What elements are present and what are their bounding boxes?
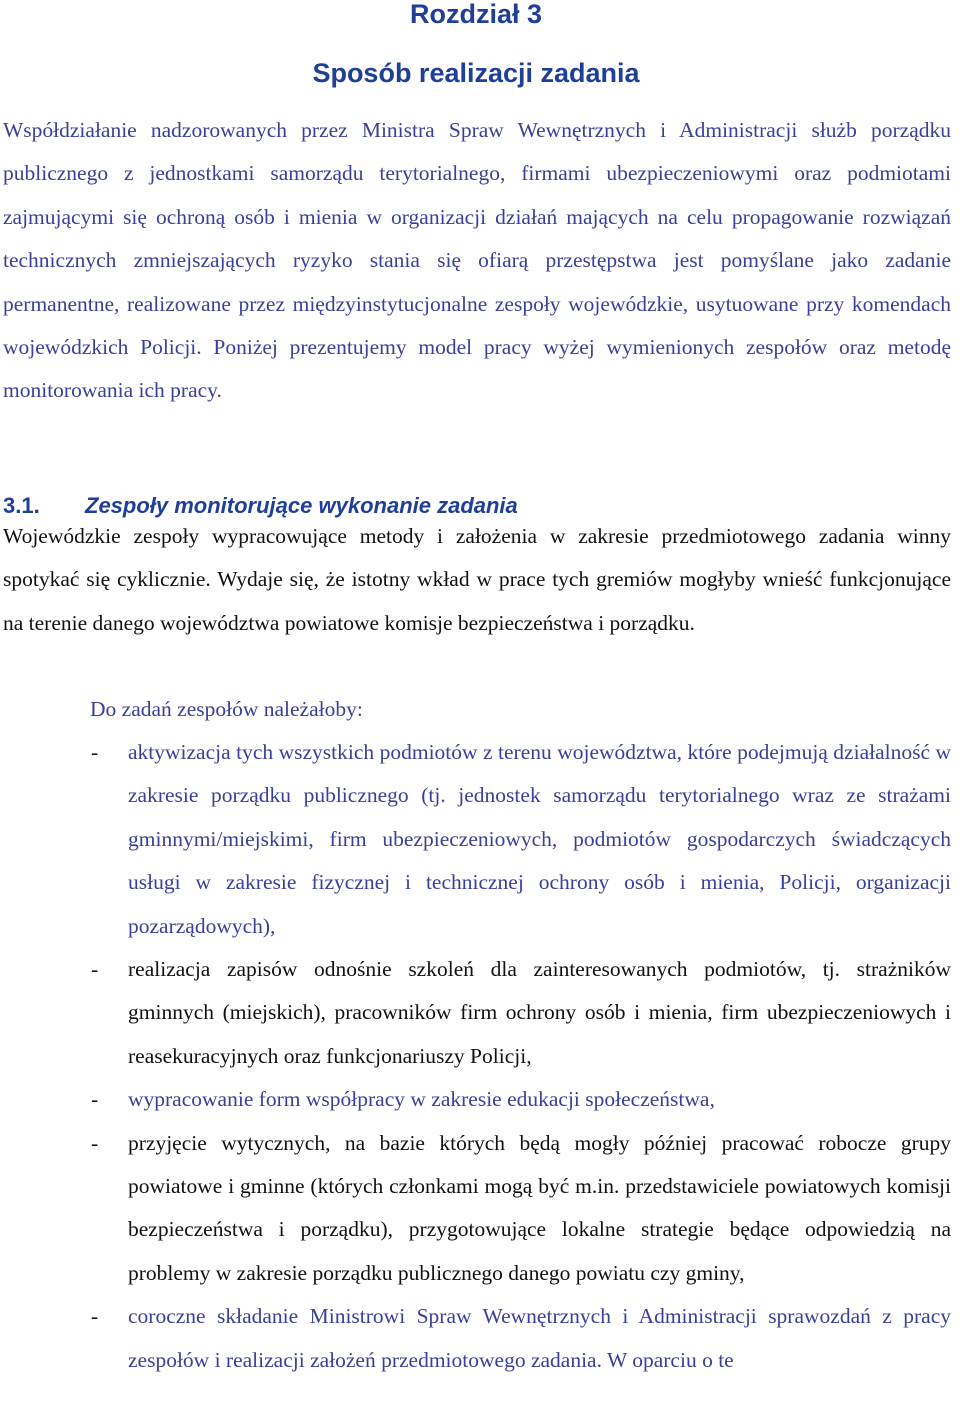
chapter-title: Sposób realizacji zadania xyxy=(312,58,640,88)
list-dash: - xyxy=(91,1087,99,1112)
list-item xyxy=(0,731,960,948)
list-item-text: realizacja zapisów odnośnie szkoleń dla zainteresowanych podmiotów, tj. strażników gminnych (miejskich), pracowników firm ochrony osób i mienia, firm ubezpieczeniowych i reasekuracyjnych oraz funkcjonariuszy Policji, xyxy=(128,957,951,1068)
list-dash: - xyxy=(91,1130,99,1155)
section-number: 3.1. xyxy=(3,493,40,518)
list-dash: - xyxy=(91,1304,99,1329)
tasks-intro: Do zadań zespołów należałoby: xyxy=(90,697,363,721)
list-dash: - xyxy=(91,740,99,764)
list-item-text: przyjęcie wytycznych, na bazie których będą mogły później pracować robocze grupy powiatowe i gminne (których członkami mogą być m.in. przedstawiciele powiatowych komisji bezpieczeństwa i porządku), przygotowujące lokalne strategie będące odpowiedzią na problemy w zakresie porządku publicznego danego powiatu czy gminy, xyxy=(128,1130,951,1285)
list-item-text: coroczne składanie Ministrowi Spraw Wewnętrznych i Administracji sprawozdań z pracy zespołów i realizacji założeń przedmiotowego zadania. W oparciu o te xyxy=(128,1304,951,1372)
list-item xyxy=(0,1122,960,1296)
list-dash: - xyxy=(91,957,99,982)
tasks-list xyxy=(0,731,960,1382)
section-paragraph: Wojewódzkie zespoły wypracowujące metody i założenia w zakresie przedmiotowego zadania winny spotykać się cyklicznie. Wydaje się, że istotny wkład w prace tych gremiów mogłyby wnieść funkcjonujące na terenie danego województwa powiatowe komisje bezpieczeństwa i porządku. xyxy=(3,524,951,635)
chapter-number: Rozdział 3 xyxy=(409,0,543,29)
list-item xyxy=(0,1078,960,1121)
list-item xyxy=(0,948,960,1078)
intro-paragraph: Współdziałanie nadzorowanych przez Ministra Spraw Wewnętrznych i Administracji służb porządku publicznego z jednostkami samorządu terytorialnego, firmami ubezpieczeniowymi oraz podmiotami zajmującymi się ochroną osób i mienia w organizacji działań mających na celu propagowanie rozwiązań technicznych zmniejszających ryzyko stania się ofiarą przestępstwa jest pomyślane jako zadanie permanentne, realizowane przez międzyinstytucjonalne zespoły wojewódzkie, usytuowane przy komendach wojewódzkich Policji. Poniżej prezentujemy model pracy wyżej wymienionych zespołów oraz metodę monitorowania ich pracy. xyxy=(3,118,951,403)
section-title: Zespoły monitorujące wykonanie zadania xyxy=(85,493,518,518)
list-item-text: aktywizacja tych wszystkich podmiotów z terenu województwa, które podejmują działalność w zakresie porządku publicznego (tj. jednostek samorządu terytorialnego wraz ze strażami gminnymi/miejskimi, firm ubezpieczeniowych, podmiotów gospodarczych świadczących usługi w zakresie fizycznej i technicznej ochrony osób i mienia, Policji, organizacji pozarządowych), xyxy=(128,740,951,938)
list-item-text: wypracowanie form współpracy w zakresie edukacji społeczeństwa, xyxy=(128,1087,715,1112)
list-item xyxy=(0,1295,960,1382)
